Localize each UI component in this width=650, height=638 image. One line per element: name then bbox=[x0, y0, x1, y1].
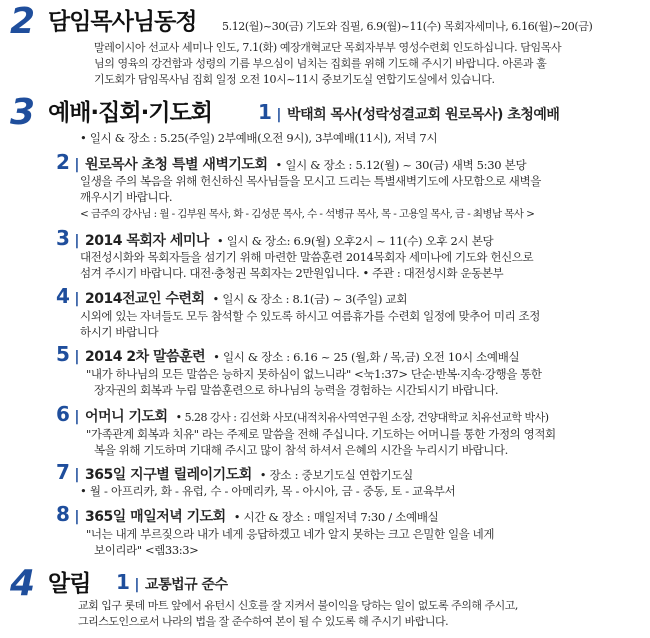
paragraph-line: < 금주의 강사님 : 월 - 김부원 목사, 화 - 김성문 목사, 수 - 석병규 목사, 목 - 고용일 목사, 금 - 최병남 목사 > bbox=[80, 208, 535, 220]
paragraph-line: "너는 내게 부르짖으라 내가 네게 응답하겠고 네가 알지 못하는 크고 은밀한 일을 네게 bbox=[86, 527, 495, 541]
program-number: 7 bbox=[56, 460, 70, 484]
paragraph-line: 5.12(월)~30(금) 기도와 집필, 6.9(월)~11(수) 목회자세미나, 6.16(월)~20(금) bbox=[222, 20, 593, 33]
program-title: 2014 2차 말씀훈련 bbox=[85, 349, 206, 365]
program-title: 2014 목회자 세미나 bbox=[85, 233, 209, 249]
program-number: 2 bbox=[56, 150, 70, 174]
program-meta: • 5.28 강사 : 김선화 사모(내적치유사역연구원 소장, 건양대학교 치유선교학 박사) bbox=[175, 411, 549, 424]
paragraph-line: 대전성시화와 목회자들을 섬기기 위해 마련한 말씀훈련 2014목회자 세미나에 기도와 헌신으로 bbox=[80, 250, 534, 264]
program-meta: • 일시 & 장소 : 8.1(금) ~ 3(주일) 교회 bbox=[212, 292, 408, 306]
program-number: 3 bbox=[56, 226, 70, 250]
program-meta: • 일시 & 장소: 6.9(월) 오후2시 ~ 11(수) 오후 2시 본당 bbox=[216, 234, 494, 248]
program-number: 8 bbox=[56, 502, 70, 526]
program-heading bbox=[56, 226, 494, 250]
section-number: 3 bbox=[10, 92, 36, 133]
program-number: 6 bbox=[56, 402, 70, 426]
divider: | bbox=[74, 349, 80, 365]
program-meta: • 시간 & 장소 : 매일저녁 7:30 / 소예배실 bbox=[233, 510, 439, 524]
program-heading bbox=[116, 570, 228, 594]
paragraph-line: 섬겨 주시기 바랍니다. 대전·충청권 목회자는 2만원입니다. • 주관 : 대전성시화 운동본부 bbox=[80, 266, 504, 280]
paragraph-line: 시외에 있는 자녀들도 모두 참석할 수 있도록 하시고 여름휴가를 수련회 일정에 맞추어 미리 조정 bbox=[80, 309, 540, 323]
program-title: 365일 지구별 릴레이기도회 bbox=[85, 467, 252, 483]
program-heading bbox=[56, 150, 527, 174]
program-title: 365일 매일저녁 기도회 bbox=[85, 509, 226, 525]
program-heading bbox=[56, 402, 549, 427]
program-number: 1 bbox=[116, 570, 130, 594]
divider: | bbox=[74, 467, 80, 483]
divider: | bbox=[74, 509, 80, 525]
divider: | bbox=[74, 233, 80, 249]
divider: | bbox=[134, 577, 140, 593]
divider: | bbox=[276, 107, 282, 123]
program-heading bbox=[56, 460, 413, 484]
detail-line: • 월 - 아프리카, 화 - 유럽, 수 - 아메리카, 목 - 아시아, 금 - 중동, 토 - 교육부서 bbox=[80, 484, 456, 498]
program-number: 1 bbox=[258, 100, 272, 124]
program-title: 2014전교인 수련회 bbox=[85, 291, 205, 307]
paragraph-line: "가족관계 회복과 치유" 라는 주제로 말씀을 전해 주십니다. 기도하는 어머니를 통한 가정의 영적회 bbox=[86, 427, 556, 441]
program-title: 박태희 목사(성락성결교회 원로목사) 초청예배 bbox=[287, 107, 560, 123]
divider: | bbox=[74, 157, 80, 173]
paragraph-line: 교회 입구 롯데 마트 앞에서 유턴시 신호를 잘 지켜서 불이익을 당하는 일이 없도록 주의해 주시고, bbox=[78, 599, 518, 612]
section-title: 담임목사님동정 bbox=[48, 9, 197, 35]
divider: | bbox=[74, 291, 80, 307]
program-meta: • 일시 & 장소 : 6.16 ~ 25 (월,화 / 목,금) 오전 10시 소예배실 bbox=[213, 350, 520, 364]
paragraph-line: "내가 하나님의 모든 말씀은 능하지 못하심이 없느니라" <눅1:37> 단순·반복·지속·강행을 통한 bbox=[86, 367, 542, 381]
program-title: 어머니 기도회 bbox=[85, 409, 168, 425]
program-number: 5 bbox=[56, 342, 70, 366]
program-title: 원로목사 초청 특별 새벽기도회 bbox=[85, 157, 268, 173]
section-number: 2 bbox=[10, 1, 36, 42]
program-heading bbox=[258, 100, 560, 124]
section-title: 알림 bbox=[48, 571, 91, 597]
program-title: 교통법규 준수 bbox=[145, 577, 228, 593]
divider: | bbox=[74, 409, 80, 425]
paragraph-line: 장자권의 회복과 누림 말씀훈련으로 하나님의 능력을 경험하는 시간되시기 바랍니다. bbox=[94, 383, 499, 397]
paragraph-line: 하시기 바랍니다 bbox=[80, 325, 159, 339]
program-meta: • 장소 : 중보기도실 연합기도실 bbox=[259, 468, 413, 482]
paragraph-line: 일생을 주의 복음을 위해 헌신하신 목사님들을 모시고 드리는 특별새벽기도에 사모함으로 새벽을 bbox=[80, 174, 541, 188]
section-title: 예배·집회·기도회 bbox=[48, 100, 213, 126]
program-number: 4 bbox=[56, 284, 70, 308]
paragraph-line: 말레이시아 선교사 세미나 인도, 7.1(화) 예장개혁교단 목회자부부 영성수련회 인도하십니다. 담임목사 bbox=[94, 41, 562, 54]
section-number: 4 bbox=[10, 563, 36, 604]
paragraph-line: 보이리라" <렘33:3> bbox=[94, 543, 199, 557]
program-heading bbox=[56, 284, 408, 308]
paragraph-line: 복을 위해 기도하며 기대해 주시고 많이 참석 하셔서 은혜의 시간을 누리시기 바랍니다. bbox=[94, 443, 508, 457]
paragraph-line: 깨우시기 바랍니다. bbox=[80, 190, 173, 204]
program-heading bbox=[56, 502, 439, 526]
program-meta: • 일시 & 장소 : 5.12(월) ~ 30(금) 새벽 5:30 본당 bbox=[275, 158, 527, 172]
paragraph-line: 님의 영육의 강건함과 성령의 기름 부으심이 넘치는 집회를 위해 기도해 주시기 바랍니다. 아론과 훌 bbox=[94, 57, 547, 70]
detail-line: • 일시 & 장소 : 5.25(주일) 2부예배(오전 9시), 3부예배(11시), 저녁 7시 bbox=[80, 131, 438, 145]
program-heading bbox=[56, 342, 520, 366]
paragraph-line: 기도회가 담임목사님 집회 일정 오전 10시~11시 중보기도실 연합기도실에서 있습니다. bbox=[94, 73, 495, 86]
paragraph-line: 그리스도인으로서 나라의 법을 잘 준수하여 본이 될 수 있도록 해 주시기 바랍니다. bbox=[78, 615, 449, 628]
